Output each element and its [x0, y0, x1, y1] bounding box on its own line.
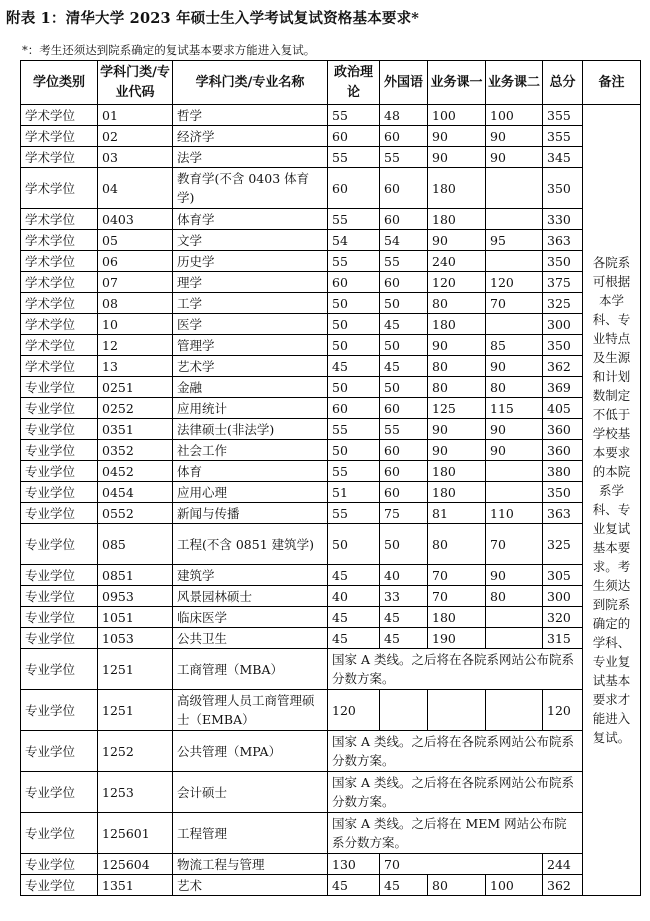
- language-score-cell: 55: [380, 147, 428, 168]
- code-cell: 0352: [98, 440, 173, 461]
- course2-score-cell: [486, 628, 543, 649]
- politics-score-cell: 55: [328, 209, 380, 230]
- language-score-cell: 50: [380, 377, 428, 398]
- name-cell: 理学: [173, 272, 328, 293]
- course2-score-cell: 80: [486, 377, 543, 398]
- header-cell: 学科门类/专业名称: [173, 61, 328, 105]
- span-note-cell: 国家 A 类线。之后将在各院系网站公布院系分数方案。: [328, 649, 583, 690]
- table-row: [21, 482, 641, 503]
- total-score-cell: 363: [543, 230, 583, 251]
- language-score-cell: 45: [380, 875, 428, 896]
- politics-score-cell: 130: [328, 854, 380, 875]
- total-score-cell: 375: [543, 272, 583, 293]
- table-row: [21, 293, 641, 314]
- course2-score-cell: [486, 690, 543, 731]
- course2-score-cell: 90: [486, 440, 543, 461]
- language-score-cell: 45: [380, 607, 428, 628]
- course2-score-cell: 95: [486, 230, 543, 251]
- header-row: [21, 61, 641, 105]
- code-cell: 13: [98, 356, 173, 377]
- total-score-cell: 355: [543, 105, 583, 126]
- language-score-cell: 70: [380, 854, 543, 875]
- course1-score-cell: 125: [428, 398, 486, 419]
- politics-score-cell: 45: [328, 628, 380, 649]
- total-score-cell: 345: [543, 147, 583, 168]
- header-cell: 外国语: [380, 61, 428, 105]
- course1-score-cell: 180: [428, 607, 486, 628]
- total-score-cell: 315: [543, 628, 583, 649]
- name-cell: 文学: [173, 230, 328, 251]
- table-row: [21, 731, 641, 772]
- degree-type-cell: 专业学位: [21, 813, 98, 854]
- degree-type-cell: 学术学位: [21, 105, 98, 126]
- name-cell: 金融: [173, 377, 328, 398]
- table-row: [21, 440, 641, 461]
- politics-score-cell: 45: [328, 356, 380, 377]
- course2-score-cell: [486, 482, 543, 503]
- table-row: [21, 586, 641, 607]
- degree-type-cell: 学术学位: [21, 168, 98, 209]
- degree-type-cell: 专业学位: [21, 377, 98, 398]
- course2-score-cell: 80: [486, 586, 543, 607]
- header-cell: 总分: [543, 61, 583, 105]
- code-cell: 1251: [98, 690, 173, 731]
- degree-type-cell: 专业学位: [21, 482, 98, 503]
- table-row: [21, 875, 641, 896]
- politics-score-cell: 40: [328, 586, 380, 607]
- language-score-cell: 60: [380, 482, 428, 503]
- course1-score-cell: 70: [428, 586, 486, 607]
- name-cell: 法学: [173, 147, 328, 168]
- total-score-cell: 120: [543, 690, 583, 731]
- table-row: [21, 854, 641, 875]
- total-score-cell: 350: [543, 168, 583, 209]
- document-note: *：考生还须达到院系确定的复试基本要求方能进入复试。: [22, 43, 316, 57]
- course2-score-cell: 90: [486, 147, 543, 168]
- name-cell: 公共管理（MPA）: [173, 731, 328, 772]
- name-cell: 应用心理: [173, 482, 328, 503]
- name-cell: 教育学(不含 0403 体育学): [173, 168, 328, 209]
- name-cell: 医学: [173, 314, 328, 335]
- degree-type-cell: 专业学位: [21, 690, 98, 731]
- code-cell: 01: [98, 105, 173, 126]
- name-cell: 建筑学: [173, 565, 328, 586]
- total-score-cell: 325: [543, 524, 583, 565]
- course1-score-cell: 80: [428, 293, 486, 314]
- language-score-cell: 33: [380, 586, 428, 607]
- course2-score-cell: 85: [486, 335, 543, 356]
- remark-cell: 各院系可根据本学科、专业特点及生源和计划数制定不低于学校基本要求的本院系学科、专业复试基本要求。考生须达到院系确定的学科、专业复试基本要求才能进入复试。: [583, 105, 641, 896]
- politics-score-cell: 51: [328, 482, 380, 503]
- code-cell: 1053: [98, 628, 173, 649]
- code-cell: 0252: [98, 398, 173, 419]
- politics-score-cell: 60: [328, 168, 380, 209]
- table-row: [21, 335, 641, 356]
- course2-score-cell: [486, 251, 543, 272]
- table-row: [21, 356, 641, 377]
- language-score-cell: 45: [380, 356, 428, 377]
- code-cell: 07: [98, 272, 173, 293]
- course2-score-cell: [486, 314, 543, 335]
- code-cell: 0552: [98, 503, 173, 524]
- header-cell: 备注: [583, 61, 641, 105]
- code-cell: 0452: [98, 461, 173, 482]
- table-row: [21, 772, 641, 813]
- degree-type-cell: 学术学位: [21, 251, 98, 272]
- course1-score-cell: 180: [428, 168, 486, 209]
- language-score-cell: 60: [380, 461, 428, 482]
- language-score-cell: 50: [380, 335, 428, 356]
- table-row: [21, 105, 641, 126]
- degree-type-cell: 专业学位: [21, 607, 98, 628]
- code-cell: 0953: [98, 586, 173, 607]
- course1-score-cell: 90: [428, 147, 486, 168]
- name-cell: 工商管理（MBA）: [173, 649, 328, 690]
- degree-type-cell: 专业学位: [21, 398, 98, 419]
- table-row: [21, 503, 641, 524]
- total-score-cell: 330: [543, 209, 583, 230]
- total-score-cell: 405: [543, 398, 583, 419]
- total-score-cell: 369: [543, 377, 583, 398]
- code-cell: 1253: [98, 772, 173, 813]
- table-row: [21, 524, 641, 565]
- code-cell: 05: [98, 230, 173, 251]
- span-note-cell: 国家 A 类线。之后将在 MEM 网站公布院系分数方案。: [328, 813, 583, 854]
- course1-score-cell: [428, 690, 486, 731]
- name-cell: 法律硕士(非法学): [173, 419, 328, 440]
- total-score-cell: 362: [543, 875, 583, 896]
- degree-type-cell: 专业学位: [21, 565, 98, 586]
- code-cell: 10: [98, 314, 173, 335]
- name-cell: 体育学: [173, 209, 328, 230]
- code-cell: 0851: [98, 565, 173, 586]
- course2-score-cell: 90: [486, 126, 543, 147]
- name-cell: 工学: [173, 293, 328, 314]
- language-score-cell: 60: [380, 126, 428, 147]
- code-cell: 1351: [98, 875, 173, 896]
- course2-score-cell: 70: [486, 524, 543, 565]
- politics-score-cell: 45: [328, 875, 380, 896]
- degree-type-cell: 专业学位: [21, 875, 98, 896]
- code-cell: 0454: [98, 482, 173, 503]
- course1-score-cell: 90: [428, 126, 486, 147]
- degree-type-cell: 学术学位: [21, 230, 98, 251]
- code-cell: 1251: [98, 649, 173, 690]
- politics-score-cell: 60: [328, 272, 380, 293]
- politics-score-cell: 55: [328, 503, 380, 524]
- degree-type-cell: 专业学位: [21, 461, 98, 482]
- name-cell: 体育: [173, 461, 328, 482]
- header-cell: 学位类别: [21, 61, 98, 105]
- name-cell: 工程管理: [173, 813, 328, 854]
- total-score-cell: 244: [543, 854, 583, 875]
- table-row: [21, 251, 641, 272]
- politics-score-cell: 55: [328, 461, 380, 482]
- politics-score-cell: 120: [328, 690, 380, 731]
- degree-type-cell: 专业学位: [21, 854, 98, 875]
- degree-type-cell: 专业学位: [21, 649, 98, 690]
- code-cell: 03: [98, 147, 173, 168]
- degree-type-cell: 专业学位: [21, 503, 98, 524]
- politics-score-cell: 60: [328, 126, 380, 147]
- total-score-cell: 350: [543, 482, 583, 503]
- total-score-cell: 362: [543, 356, 583, 377]
- course1-score-cell: 80: [428, 524, 486, 565]
- course1-score-cell: 80: [428, 875, 486, 896]
- name-cell: 临床医学: [173, 607, 328, 628]
- code-cell: 125604: [98, 854, 173, 875]
- language-score-cell: 60: [380, 272, 428, 293]
- span-note-cell: 国家 A 类线。之后将在各院系网站公布院系分数方案。: [328, 731, 583, 772]
- table-row: [21, 419, 641, 440]
- table-row: [21, 649, 641, 690]
- total-score-cell: 320: [543, 607, 583, 628]
- name-cell: 风景园林硕士: [173, 586, 328, 607]
- language-score-cell: 48: [380, 105, 428, 126]
- course1-score-cell: 80: [428, 356, 486, 377]
- politics-score-cell: 55: [328, 419, 380, 440]
- table-row: [21, 813, 641, 854]
- document-title: 附表 1：清华大学 2023 年硕士生入学考试复试资格基本要求*: [6, 10, 420, 27]
- total-score-cell: 305: [543, 565, 583, 586]
- name-cell: 应用统计: [173, 398, 328, 419]
- header-cell: 业务课一: [428, 61, 486, 105]
- course2-score-cell: 110: [486, 503, 543, 524]
- degree-type-cell: 学术学位: [21, 209, 98, 230]
- degree-type-cell: 学术学位: [21, 126, 98, 147]
- table-row: [21, 565, 641, 586]
- name-cell: 高级管理人员工商管理硕士（EMBA）: [173, 690, 328, 731]
- course1-score-cell: 180: [428, 482, 486, 503]
- total-score-cell: 350: [543, 335, 583, 356]
- politics-score-cell: 50: [328, 293, 380, 314]
- degree-type-cell: 专业学位: [21, 772, 98, 813]
- name-cell: 哲学: [173, 105, 328, 126]
- table-row: [21, 230, 641, 251]
- code-cell: 02: [98, 126, 173, 147]
- course1-score-cell: 90: [428, 335, 486, 356]
- degree-type-cell: 专业学位: [21, 440, 98, 461]
- course2-score-cell: 90: [486, 565, 543, 586]
- table-row: [21, 398, 641, 419]
- course1-score-cell: 180: [428, 461, 486, 482]
- total-score-cell: 360: [543, 419, 583, 440]
- total-score-cell: 300: [543, 314, 583, 335]
- span-note-cell: 国家 A 类线。之后将在各院系网站公布院系分数方案。: [328, 772, 583, 813]
- course2-score-cell: 115: [486, 398, 543, 419]
- code-cell: 04: [98, 168, 173, 209]
- code-cell: 08: [98, 293, 173, 314]
- table-body: [21, 105, 641, 896]
- name-cell: 新闻与传播: [173, 503, 328, 524]
- course1-score-cell: 90: [428, 440, 486, 461]
- table-row: [21, 314, 641, 335]
- course1-score-cell: 90: [428, 230, 486, 251]
- politics-score-cell: 55: [328, 251, 380, 272]
- language-score-cell: 54: [380, 230, 428, 251]
- code-cell: 125601: [98, 813, 173, 854]
- table-row: [21, 272, 641, 293]
- course1-score-cell: 190: [428, 628, 486, 649]
- course1-score-cell: 81: [428, 503, 486, 524]
- degree-type-cell: 专业学位: [21, 731, 98, 772]
- degree-type-cell: 学术学位: [21, 314, 98, 335]
- course1-score-cell: 180: [428, 209, 486, 230]
- politics-score-cell: 45: [328, 565, 380, 586]
- language-score-cell: 60: [380, 168, 428, 209]
- table-row: [21, 690, 641, 731]
- politics-score-cell: 50: [328, 440, 380, 461]
- course2-score-cell: 90: [486, 419, 543, 440]
- course1-score-cell: 180: [428, 314, 486, 335]
- code-cell: 0403: [98, 209, 173, 230]
- name-cell: 会计硕士: [173, 772, 328, 813]
- language-score-cell: 55: [380, 419, 428, 440]
- politics-score-cell: 60: [328, 398, 380, 419]
- table-row: [21, 461, 641, 482]
- code-cell: 0351: [98, 419, 173, 440]
- total-score-cell: 300: [543, 586, 583, 607]
- politics-score-cell: 55: [328, 147, 380, 168]
- politics-score-cell: 54: [328, 230, 380, 251]
- politics-score-cell: 50: [328, 314, 380, 335]
- name-cell: 历史学: [173, 251, 328, 272]
- total-score-cell: 360: [543, 440, 583, 461]
- total-score-cell: 355: [543, 126, 583, 147]
- language-score-cell: 75: [380, 503, 428, 524]
- name-cell: 工程(不含 0851 建筑学): [173, 524, 328, 565]
- course2-score-cell: 120: [486, 272, 543, 293]
- language-score-cell: 45: [380, 628, 428, 649]
- table-row: [21, 168, 641, 209]
- course2-score-cell: [486, 168, 543, 209]
- course1-score-cell: 100: [428, 105, 486, 126]
- politics-score-cell: 45: [328, 607, 380, 628]
- language-score-cell: 60: [380, 398, 428, 419]
- name-cell: 艺术学: [173, 356, 328, 377]
- degree-type-cell: 专业学位: [21, 524, 98, 565]
- course2-score-cell: [486, 209, 543, 230]
- table-row: [21, 377, 641, 398]
- header-cell: 政治理论: [328, 61, 380, 105]
- total-score-cell: 380: [543, 461, 583, 482]
- table-row: [21, 126, 641, 147]
- name-cell: 物流工程与管理: [173, 854, 328, 875]
- total-score-cell: 363: [543, 503, 583, 524]
- course1-score-cell: 240: [428, 251, 486, 272]
- total-score-cell: 325: [543, 293, 583, 314]
- politics-score-cell: 50: [328, 377, 380, 398]
- course1-score-cell: 120: [428, 272, 486, 293]
- language-score-cell: [380, 690, 428, 731]
- table-row: [21, 628, 641, 649]
- code-cell: 12: [98, 335, 173, 356]
- politics-score-cell: 50: [328, 524, 380, 565]
- requirements-table: [20, 60, 641, 896]
- language-score-cell: 60: [380, 440, 428, 461]
- language-score-cell: 50: [380, 293, 428, 314]
- table-row: [21, 607, 641, 628]
- degree-type-cell: 专业学位: [21, 586, 98, 607]
- degree-type-cell: 学术学位: [21, 147, 98, 168]
- language-score-cell: 40: [380, 565, 428, 586]
- language-score-cell: 60: [380, 209, 428, 230]
- language-score-cell: 45: [380, 314, 428, 335]
- course2-score-cell: 100: [486, 875, 543, 896]
- name-cell: 管理学: [173, 335, 328, 356]
- degree-type-cell: 专业学位: [21, 628, 98, 649]
- course2-score-cell: [486, 607, 543, 628]
- politics-score-cell: 50: [328, 335, 380, 356]
- degree-type-cell: 专业学位: [21, 419, 98, 440]
- language-score-cell: 55: [380, 251, 428, 272]
- table-row: [21, 209, 641, 230]
- header-cell: 业务课二: [486, 61, 543, 105]
- code-cell: 085: [98, 524, 173, 565]
- degree-type-cell: 学术学位: [21, 335, 98, 356]
- course1-score-cell: 90: [428, 419, 486, 440]
- language-score-cell: 50: [380, 524, 428, 565]
- course1-score-cell: 70: [428, 565, 486, 586]
- code-cell: 1252: [98, 731, 173, 772]
- table-row: [21, 147, 641, 168]
- course2-score-cell: 100: [486, 105, 543, 126]
- name-cell: 社会工作: [173, 440, 328, 461]
- politics-score-cell: 55: [328, 105, 380, 126]
- header-cell: 学科门类/专业代码: [98, 61, 173, 105]
- name-cell: 艺术: [173, 875, 328, 896]
- name-cell: 经济学: [173, 126, 328, 147]
- total-score-cell: 350: [543, 251, 583, 272]
- course2-score-cell: 90: [486, 356, 543, 377]
- code-cell: 0251: [98, 377, 173, 398]
- code-cell: 1051: [98, 607, 173, 628]
- degree-type-cell: 学术学位: [21, 293, 98, 314]
- degree-type-cell: 学术学位: [21, 272, 98, 293]
- course2-score-cell: [486, 461, 543, 482]
- degree-type-cell: 学术学位: [21, 356, 98, 377]
- name-cell: 公共卫生: [173, 628, 328, 649]
- course1-score-cell: 80: [428, 377, 486, 398]
- course2-score-cell: 70: [486, 293, 543, 314]
- code-cell: 06: [98, 251, 173, 272]
